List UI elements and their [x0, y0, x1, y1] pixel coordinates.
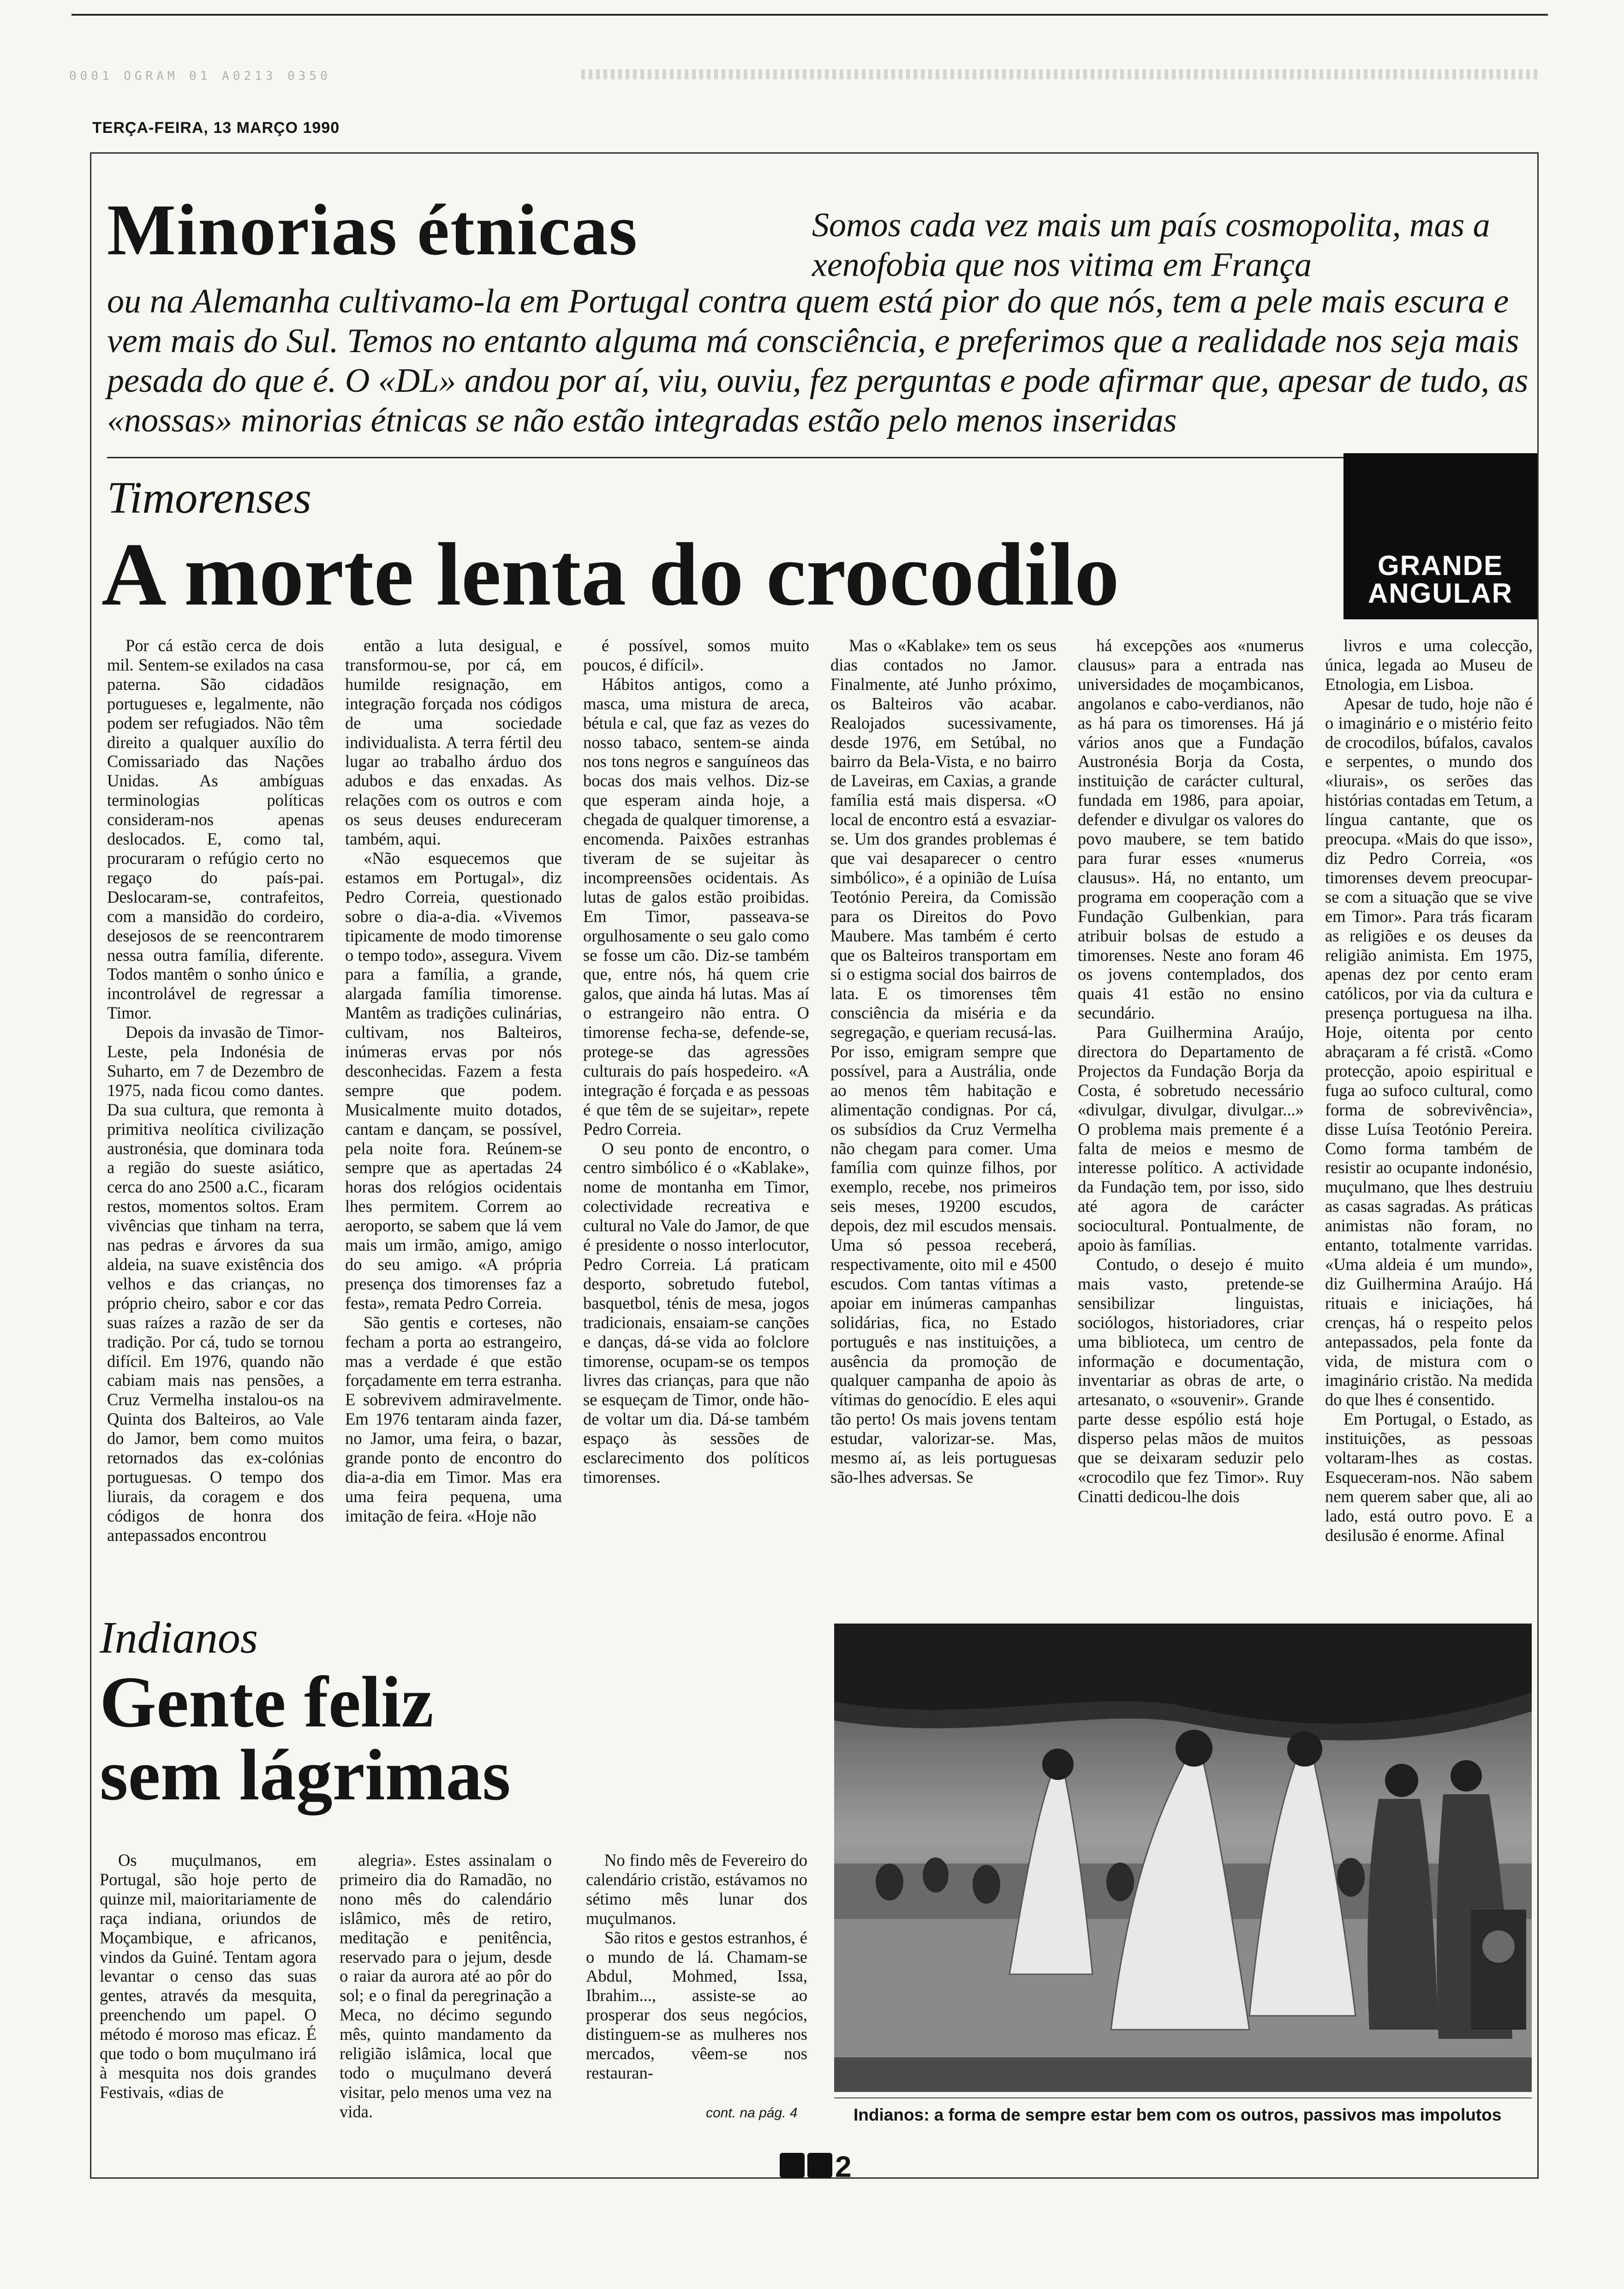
story2-kicker: Indianos: [100, 1613, 258, 1663]
story1-kicker: Timorenses: [107, 473, 311, 523]
article-paragraph: há excepções aos «numerus clausus» para a entrada nas universidades de moçambicanos, angolanos e cabo-verdianos, não as há para os timorenses. Há já vários anos que a Fundação Austronésia Borja da Costa, instituição de carácter cultural, fundada em 1986, para apoiar, defender e divulgar os valores do povo maubere, se tem batido para furar esses «numerus clausus». Há, no entanto, um programa em cooperação com a Fundação Gulbenkian, para atribuir bolsas de estudo a timorenses. Neste ano foram 46 os jovens contemplados, dos quais 41 estão no ensino secundário.: [1078, 636, 1304, 1023]
article-paragraph: livros e uma colecção, única, legada ao Museu de Etnologia, em Lisboa.: [1325, 636, 1533, 694]
article-paragraph: Por cá estão cerca de dois mil. Sentem-se exilados na casa paterna. São cidadãos portugueses e, legalmente, não podem ser refugiados. Não têm direito a qualquer auxílio do Comissariado das Nações Unidas. As ambíguas terminologias políticas consideram-nos apenas deslocados. E, como tal, procuraram o refúgio certo no regaço do país-pai. Deslocaram-se, contrafeitos, com a mansidão do cordeiro, desejosos de se reencontrarem nessa outra família, diferente. Todos mantêm o sonho único e incontrolável de regressar a Timor.: [107, 636, 324, 1023]
dl-logo-right-icon: [807, 2153, 832, 2178]
article-paragraph: Apesar de tudo, hoje não é o imaginário e o mistério feito de crocodilos, búfalos, cavalos e serpentes, o mundo dos «liurais», os serões das histórias contadas em Tetum, a língua cantante, que os preocupa. «Mais do que isso», diz Pedro Correia, «os timorenses devem preocupar-se com a situação que se vive em Timor». Para trás ficaram as religiões e os deuses da religião animista. Em 1975, apenas dez por cento eram católicos, por via da cultura e presença portuguesa na ilha. Hoje, oitenta por cento abraçaram a fé cristã. «Como protecção, apoio espiritual e fuga ao sufoco cultural, como forma de sobrevivência», disse Luísa Teotónio Pereira. Como forma também de resistir ao ocupante indonésio, muçulmano, que lhes destruiu as casas sagradas. As práticas animistas não foram, no entanto, totalmente varridas. «Uma aldeia é um mundo», diz Guilhermina Araújo. Há rituais e iniciações, há crenças, há o respeito pelos antepassados, pela fonte da vida, de mistura com o imaginário cristão. Na medida do que lhes é consentido.: [1325, 694, 1533, 1409]
article-paragraph: é possível, somos muito poucos, é difícil».: [583, 636, 809, 674]
scan-header-text: 0001 OGRAM 01 A0213 0350: [69, 69, 331, 83]
feature-title: Minorias étnicas: [107, 190, 639, 270]
article-paragraph: Os muçulmanos, em Portugal, são hoje perto de quinze mil, maioritariamente de raça indiana, oriundos de Moçambique, e africanos, vindos da Guiné. Tentam agora levantar o censo das suas gentes, através da mesquita, preenchendo um papel. O método é moroso mas eficaz. É que todo o bom muçulmano irá à mesquita nos dois grandes Festivais, «dias de: [100, 1851, 316, 2102]
dateline: TERÇA-FEIRA, 13 MARÇO 1990: [92, 119, 340, 137]
section-logo-text: [1343, 552, 1537, 607]
article-paragraph: Mas o «Kablake» tem os seus dias contados no Jamor. Finalmente, até Junho próximo, os Balteiros vão acabar. Realojados sucessivamente, desde 1976, em Setúbal, no bairro da Bela-Vista, e no bairro de Laveiras, em Caxias, a grande família está mais dispersa. «O local de encontro está a esvaziar-se. Um dos grandes problemas é que vai desaparecer o centro simbólico», é a opinião de Luísa Teotónio Pereira, da Comissão para os Direitos do Povo Maubere. Mas também é certo que os Balteiros transportam em si o estigma social dos bairros de lata. E os timorenses têm consciência da miséria e da segregação, e queriam recusá-las. Por isso, emigram sempre que possível, para a Austrália, onde ao menos têm habitação e alimentação condignas. Por cá, os subsídios da Cruz Vermelha não chegam para comer. Uma família com quinze filhos, por exemplo, recebe, nos primeiros seis meses, 19200 escudos, depois, dez mil escudos mensais. Uma só pessoa receberá, respectivamente, oito mil e 4500 escudos. Com tantas vítimas a apoiar em inúmeras campanhas solidárias, fica, no Estado português e nas instituições, a ausência da promoção de qualquer campanha de apoio às vítimas do genocídio. E eles aqui tão perto! Os mais jovens tentam estudar, valorizar-se. Mas, mesmo aí, as leis portuguesas são-lhes adversas. Se: [830, 636, 1057, 1486]
dance-photo-illustration: [834, 1624, 1532, 2092]
story2-headline: [100, 1662, 607, 1816]
story1-column-5: [1078, 636, 1304, 1506]
article-paragraph: alegria». Estes assinalam o primeiro dia do Ramadão, no nono mês do calendário islâmico, mês de retiro, meditação e penitência, reservado para o jejum, desde o raiar da aurora até ao pôr do sol; e o final da peregrinação a Meca, no décimo segundo mês, quinto mandamento da religião islâmica, local que todo o muçulmano deverá visitar, pelo menos uma vez na vida.: [340, 1851, 552, 2121]
feature-deck-part2: ou na Alemanha cultivamo-la em Portugal contra quem está pior do que nós, tem a pele mais escura e vem mais do Sul. Temos no entanto alguma má consciência, e preferimos que a realidade nos seja mais pesada do que é. O «DL» andou por aí, viu, ouviu, fez perguntas e pode afirmar que, apesar de tudo, as «nossas» minorias étnicas se não estão integradas estão pelo menos inseridas: [107, 282, 1528, 439]
feature-deck-part1: Somos cada vez mais um país cosmopolita, mas a xenofobia que nos vitima em França: [812, 206, 1490, 284]
section-logo-line2: ANGULAR: [1368, 578, 1513, 609]
story2-column-2: [340, 1851, 552, 2121]
article-paragraph: Contudo, o desejo é muito mais vasto, pretende-se sensibilizar linguistas, sociólogos, historiadores, criar uma biblioteca, um centro de informação e documentação, inventariar as obras de arte, o artesanato, o «souvenir». Grande parte desse espólio está hoje disperso pelas mãos de muitos que se deixaram seduzir pelo «crocodilo que fez Timor». Ruy Cinatti dedicou-lhe dois: [1078, 1255, 1304, 1506]
page-number: 2: [835, 2150, 852, 2183]
story1-column-6: [1325, 636, 1533, 1545]
article-paragraph: Em Portugal, o Estado, as instituições, as pessoas voltaram-lhes as costas. Esqueceram-nos. Não sabem nem querem saber que, ali ao lado, está outro povo. E a desilusão é enorme. Afinal: [1325, 1409, 1533, 1545]
article-paragraph: Para Guilhermina Araújo, directora do Departamento de Projectos da Fundação Borja da Costa, é sobretudo necessário «divulgar, divulgar, divulgar...» O problema mais premente é a falta de meios e mesmo de interesse político. A actividade da Fundação tem, por isso, sido até agora de carácter sociocultural. Pontualmente, de apoio às famílias.: [1078, 1023, 1304, 1255]
article-paragraph: No findo mês de Fevereiro do calendário cristão, estávamos no sétimo mês lunar dos muçulmanos.: [586, 1851, 807, 1928]
story2-column-1: [100, 1851, 316, 2102]
story2-headline-line2: sem lágrimas: [100, 1735, 511, 1816]
top-rule: [72, 14, 1548, 16]
story1-column-3: [583, 636, 809, 1487]
section-logo-line1: GRANDE: [1377, 550, 1503, 581]
article-paragraph: «Não esquecemos que estamos em Portugal», diz Pedro Correia, questionado sobre o dia-a-dia. «Vivemos tipicamente de modo timorense o tempo todo», assegura. Vivem para a família, a grande, alargada família timorense. Mantêm as tradições culinárias, cultivam, nos Balteiros, inúmeras ervas por nós desconhecidas. Fazem a festa sempre que podem. Musicalmente muito dotados, cantam e dançam, se possível, pela noite fora. Reúnem-se sempre que as apertadas 24 horas dos relógios ocidentais lhes permitem. Correm ao aeroporto, se sabem que lá vem mais um irmão, amigo, amigo do seu amigo. «A própria presença dos timorenses faz a festa», remata Pedro Correia.: [345, 848, 562, 1312]
article-paragraph: São ritos e gestos estranhos, é o mundo de lá. Chamam-se Abdul, Mohmed, Issa, Ibrahim..., assiste-se ao prosperar dos seus negócios, distinguem-se as mulheres nos mercados, vêem-se nos restauran-: [586, 1928, 807, 2082]
scan-noise: [581, 69, 1541, 79]
photo-bottom-rule: [834, 2097, 1532, 2098]
story1-column-2: [345, 636, 562, 1526]
story2-headline-line1: Gente feliz: [100, 1662, 434, 1743]
article-paragraph: então a luta desigual, e transformou-se, por cá, em humilde resignação, em integração forçada nos códigos de uma sociedade individualista. A terra fértil deu lugar ao trabalho árduo dos adubos e das enxadas. As relações com os outros e com os seus deuses endureceram também, aqui.: [345, 636, 562, 849]
story1-column-1: [107, 636, 324, 1545]
article-paragraph: O seu ponto de encontro, o centro simbólico é o «Kablake», nome de montanha em Timor, colectividade recreativa e cultural no Vale do Jamor, de que é presidente o nosso interlocutor, Pedro Correia. Lá praticam desporto, sobretudo futebol, basquetbol, ténis de mesa, jogos tradicionais, ensaiam-se canções e danças, dá-se vida ao folclore timorense, ocupam-se os tempos livres das crianças, para que não se esqueçam de Timor, onde hão-de voltar um dia. Dá-se também espaço às sessões de esclarecimento dos políticos timorenses.: [583, 1139, 809, 1486]
story1-headline: A morte lenta do crocodilo: [102, 525, 1120, 624]
frame-right: [1537, 152, 1539, 2178]
dl-logo-left-icon: [780, 2153, 805, 2178]
story2-column-3: [586, 1851, 807, 2083]
frame-top: [90, 152, 1539, 154]
frame-left: [90, 152, 91, 2178]
continued-note[interactable]: cont. na pág. 4: [706, 2105, 798, 2121]
article-paragraph: São gentis e corteses, não fecham a porta ao estrangeiro, mas a verdade é que estão forçadamente em terra estranha. E sobrevivem admiravelmente. Em 1976 tentaram ainda fazer, no Jamor, uma feira, o bazar, grande ponto de encontro do dia-a-dia em Timor. Mas era uma feira pequena, uma imitação de feira. «Hoje não: [345, 1312, 562, 1525]
photo-caption: Indianos: a forma de sempre estar bem com os outros, passivos mas impolutos: [854, 2105, 1502, 2124]
dance-photo: [834, 1624, 1532, 2092]
article-paragraph: Depois da invasão de Timor-Leste, pela Indonésia de Suharto, em 7 de Dezembro de 1975, nada ficou como dantes. Da sua cultura, que remonta à primitiva neolítica civilização austronésia, que dominara toda a região do sueste asiático, cerca do ano 2500 a.C., ficaram restos, momentos soltos. Eram vivências que tinham na terra, nas pedras e árvores da sua aldeia, na suave existência dos velhos e das crianças, no próprio cheiro, sabor e cor das suas raízes a razão de ser da tradição. Por cá, tudo se tornou difícil. Em 1976, quando não cabiam mais nas pensões, a Cruz Vermelha instalou-os na Quinta dos Balteiros, ao Vale do Jamor, bem como muitos retornados das ex-colónias portuguesas. O tempo dos liurais, da coragem e dos códigos de honra dos antepassados encontrou: [107, 1023, 324, 1545]
story1-column-4: [830, 636, 1057, 1487]
section-rule: [107, 457, 1537, 458]
article-paragraph: Hábitos antigos, como a masca, uma mistura de areca, bétula e cal, que faz as vezes do nosso tabaco, sentem-se ainda nos tons negros e sanguíneos das bocas dos mais velhos. Diz-se que esperam ainda hoje, a chegada de qualquer timorense, a encomenda. Paixões estranhas tiveram de se sujeitar às incompreensões ocidentais. As lutas de galos estão proibidas. Em Timor, passeava-se orgulhosamente o seu galo como se fosse um cão. Diz-se também que, entre nós, há quem crie galos, que ainda há lutas. Mas aí o estrangeiro não entra. O timorense fecha-se, defende-se, protege-se das agressões culturais do país hospedeiro. «A integração é forçada e as pessoas é que têm de se sujeitar», repete Pedro Correia.: [583, 674, 809, 1139]
